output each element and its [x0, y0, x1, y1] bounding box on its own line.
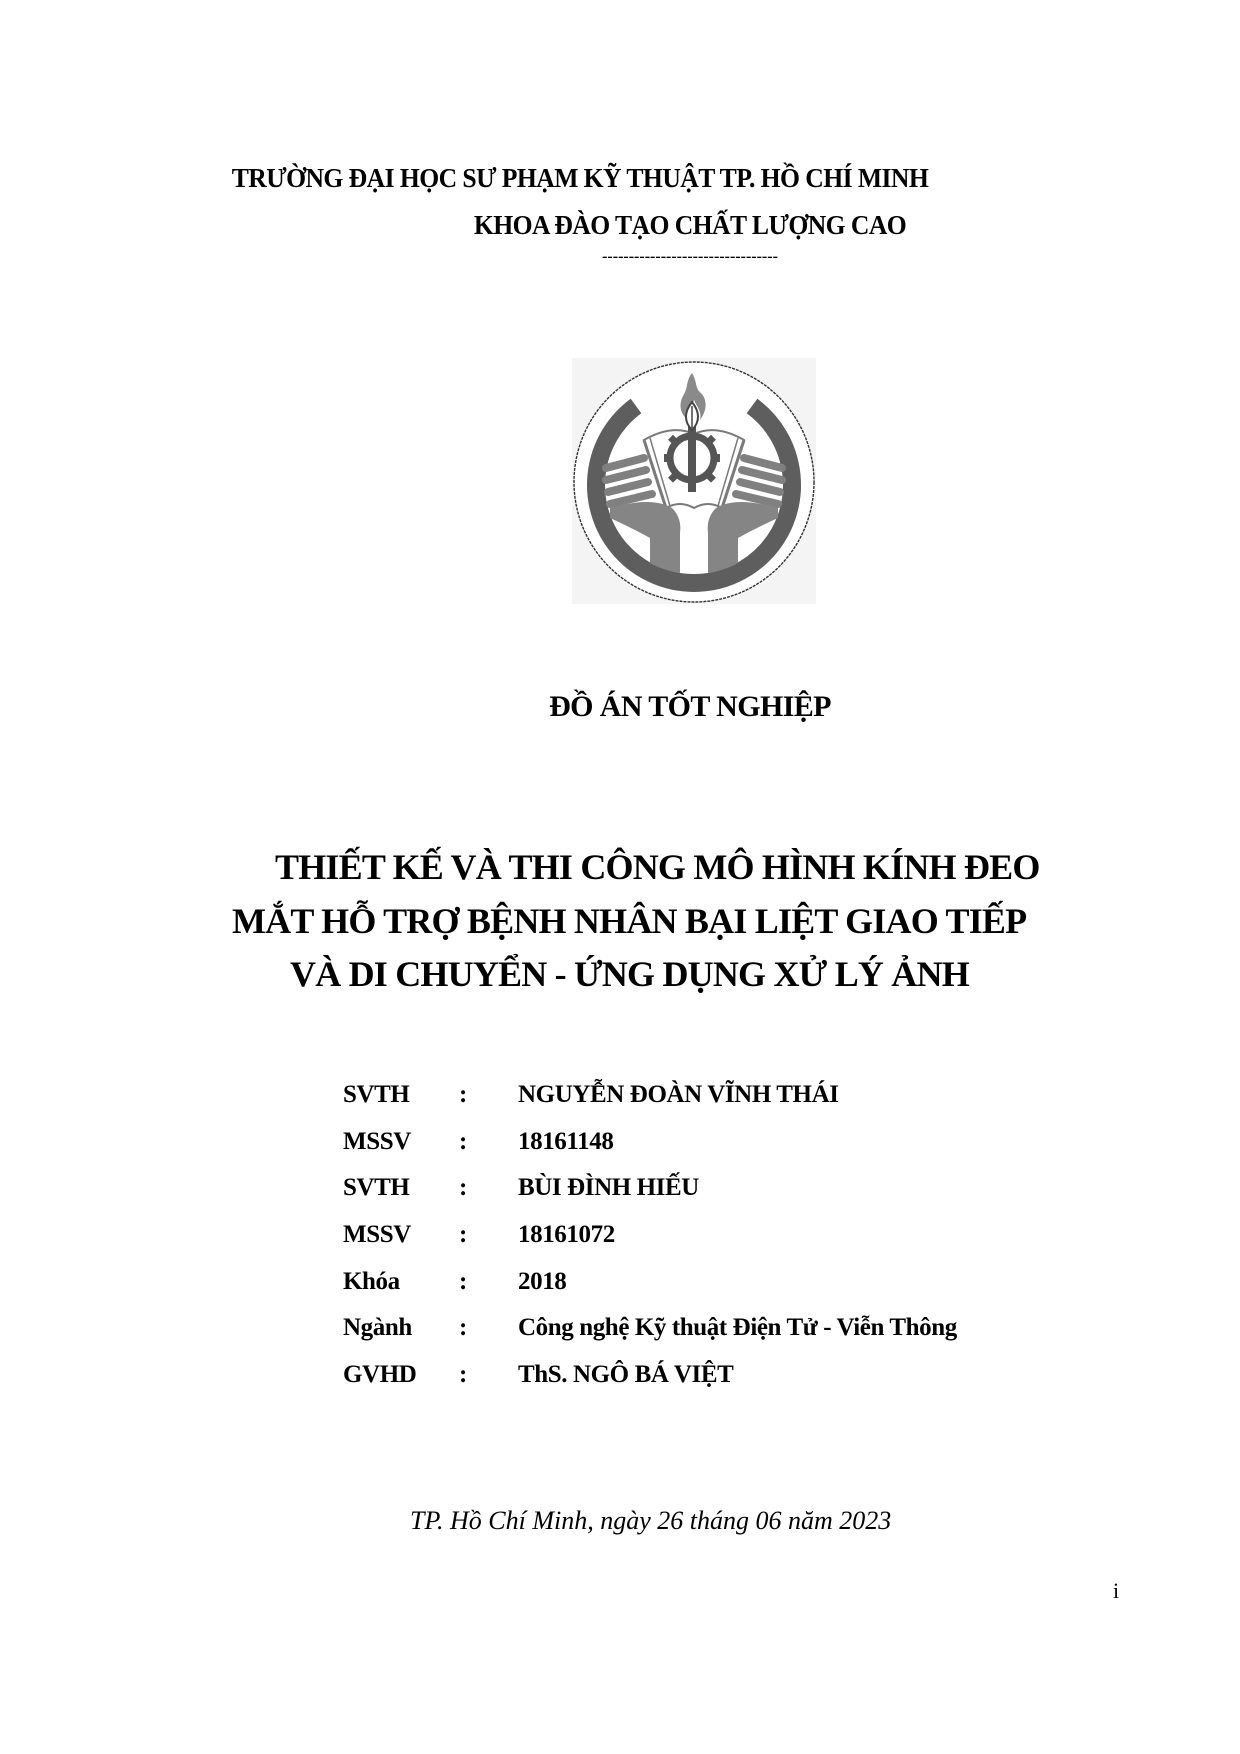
- place-and-date: TP. Hồ Chí Minh, ngày 26 tháng 06 năm 2023: [410, 1506, 892, 1535]
- document-type: ĐỒ ÁN TỐT NGHIỆP: [549, 690, 831, 723]
- info-separator: :: [459, 1361, 467, 1388]
- info-value: 18161148: [518, 1128, 614, 1155]
- info-separator: :: [459, 1128, 467, 1155]
- info-label: SVTH: [343, 1081, 410, 1108]
- info-separator: :: [459, 1081, 467, 1108]
- info-value: NGUYỄN ĐOÀN VĨNH THÁI: [518, 1081, 839, 1108]
- faculty-name: KHOA ĐÀO TẠO CHẤT LƯỢNG CAO: [473, 210, 907, 240]
- info-separator: :: [459, 1268, 467, 1295]
- info-value: Công nghệ Kỹ thuật Điện Tử - Viễn Thông: [518, 1314, 957, 1341]
- header-divider: ---------------------------------: [602, 248, 778, 265]
- info-label: SVTH: [343, 1174, 410, 1201]
- info-separator: :: [459, 1221, 467, 1248]
- thesis-title-line-3: VÀ DI CHUYỂN - ỨNG DỤNG XỬ LÝ ẢNH: [290, 954, 969, 994]
- page-number: i: [1113, 1578, 1120, 1603]
- info-label: GVHD: [343, 1361, 417, 1388]
- info-value: 18161072: [518, 1221, 615, 1248]
- info-label: MSSV: [343, 1221, 411, 1248]
- info-value: 2018: [518, 1268, 567, 1295]
- university-name: TRƯỜNG ĐẠI HỌC SƯ PHẠM KỸ THUẬT TP. HỒ CHÍ MINH: [231, 163, 929, 193]
- info-label: Ngành: [343, 1314, 412, 1341]
- info-separator: :: [459, 1314, 467, 1341]
- info-label: MSSV: [343, 1128, 411, 1155]
- info-label: Khóa: [343, 1268, 400, 1295]
- info-value: ThS. NGÔ BÁ VIỆT: [518, 1361, 734, 1388]
- info-value: BÙI ĐÌNH HIẾU: [518, 1174, 699, 1201]
- info-separator: :: [459, 1174, 467, 1201]
- thesis-title-line-1: THIẾT KẾ VÀ THI CÔNG MÔ HÌNH KÍNH ĐEO: [275, 847, 1040, 887]
- university-emblem-icon: [572, 358, 816, 604]
- thesis-title-line-2: MẮT HỖ TRỢ BỆNH NHÂN BẠI LIỆT GIAO TIẾP: [232, 901, 1027, 941]
